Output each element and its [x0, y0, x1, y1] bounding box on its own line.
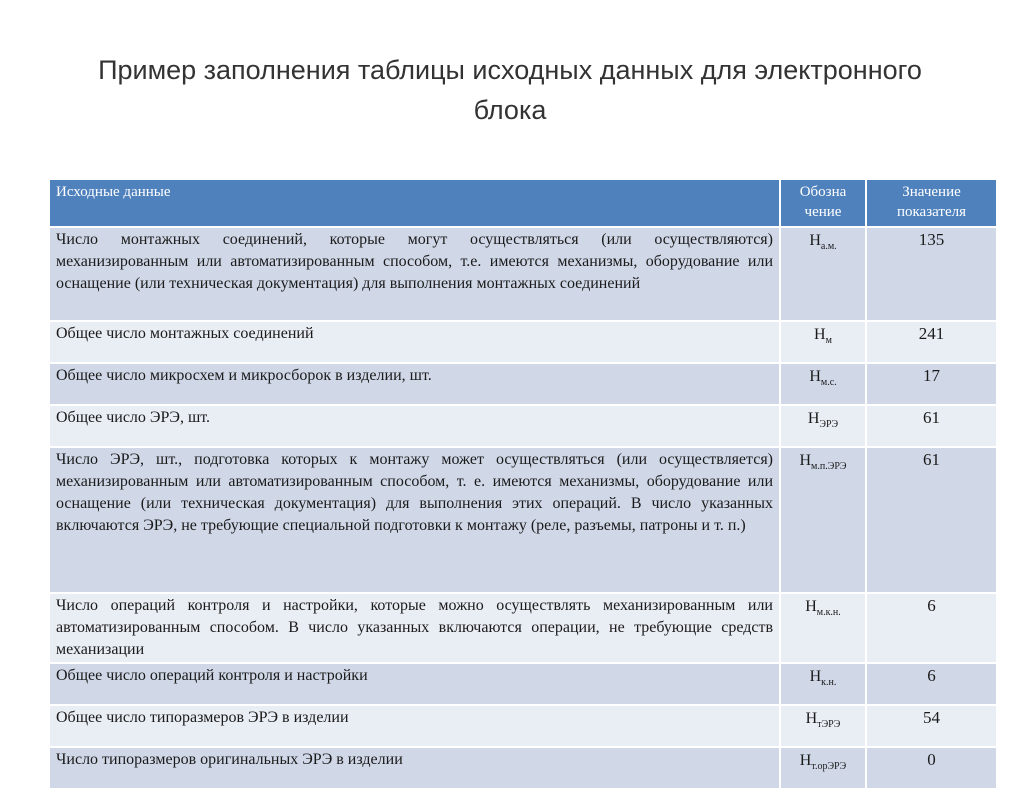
row-symbol: $Н_{т.орЭРЭ}$	[780, 747, 866, 789]
header-source-data: Исходные данные	[49, 179, 780, 227]
table-row	[49, 405, 997, 447]
table-row	[49, 447, 997, 593]
symbol-subscript: м	[825, 335, 832, 347]
symbol-subscript: м.к.н.	[816, 607, 841, 619]
source-data-table	[48, 178, 998, 790]
symbol-subscript: а.м.	[820, 241, 837, 253]
symbol-subscript: ЭРЭ	[819, 419, 839, 431]
row-symbol: $Н_{м.п.ЭРЭ}$	[780, 447, 866, 593]
symbol-subscript: к.н.	[821, 677, 837, 689]
row-value: 17	[866, 363, 997, 405]
row-value: 6	[866, 663, 997, 705]
slide-title: Пример заполнения таблицы исходных данных для электронного блока	[98, 55, 922, 125]
table-row	[49, 705, 997, 747]
header-value: Значение показателя	[866, 179, 997, 227]
symbol-subscript: тЭРЭ	[817, 719, 841, 731]
row-symbol: $Н_{к.н.}$	[780, 663, 866, 705]
row-symbol: $Н_{ЭРЭ}$	[780, 405, 866, 447]
row-description: Число типоразмеров оригинальных ЭРЭ в изделии	[49, 747, 780, 789]
symbol-subscript: т.орЭРЭ	[811, 761, 847, 773]
row-description: Число операций контроля и настройки, которые можно осуществлять механизированным или автоматизированным способом. В число указанных включаются операции, не требующие средств механизации	[49, 593, 780, 663]
row-value: 61	[866, 447, 997, 593]
row-description: Общее число монтажных соединений	[49, 321, 780, 363]
row-description: Число ЭРЭ, шт., подготовка которых к монтажу может осуществляться (или осуществляется) механизированным или автоматизированным способом, т. е. имеются механизмы, оборудование или оснащение (или техническая документация) для выполнения этих операций. В число указанных включаются ЭРЭ, не требующие специальной подготовки к монтажу (реле, разъемы, патроны и т. п.)	[49, 447, 780, 593]
row-symbol: $Н_{м.к.н.}$	[780, 593, 866, 663]
symbol-subscript: м.п.ЭРЭ	[811, 461, 847, 473]
table-row	[49, 227, 997, 321]
table-row	[49, 321, 997, 363]
row-value: 6	[866, 593, 997, 663]
table-row	[49, 363, 997, 405]
row-description: Общее число типоразмеров ЭРЭ в изделии	[49, 705, 780, 747]
header-symbol: Обозна чение	[780, 179, 866, 227]
row-symbol: $Н_{тЭРЭ}$	[780, 705, 866, 747]
table-row	[49, 747, 997, 789]
row-value: 241	[866, 321, 997, 363]
symbol-subscript: м.с.	[820, 377, 837, 389]
table-row	[49, 663, 997, 705]
row-value: 61	[866, 405, 997, 447]
row-value: 54	[866, 705, 997, 747]
row-description: Общее число ЭРЭ, шт.	[49, 405, 780, 447]
row-symbol: $Н_м$	[780, 321, 866, 363]
table-header-row	[49, 179, 997, 227]
row-value: 135	[866, 227, 997, 321]
row-description: Число монтажных соединений, которые могут осуществляться (или осуществляются) механизированным или автоматизированным способом, т.е. имеются механизмы, оборудование или оснащение (или техническая документация) для выполнения монтажных соединений	[49, 227, 780, 321]
row-description: Общее число микросхем и микросборок в изделии, шт.	[49, 363, 780, 405]
row-description: Общее число операций контроля и настройки	[49, 663, 780, 705]
row-symbol: $Н_{а.м.}$	[780, 227, 866, 321]
table-row	[49, 593, 997, 663]
row-symbol: $Н_{м.с.}$	[780, 363, 866, 405]
row-value: 0	[866, 747, 997, 789]
